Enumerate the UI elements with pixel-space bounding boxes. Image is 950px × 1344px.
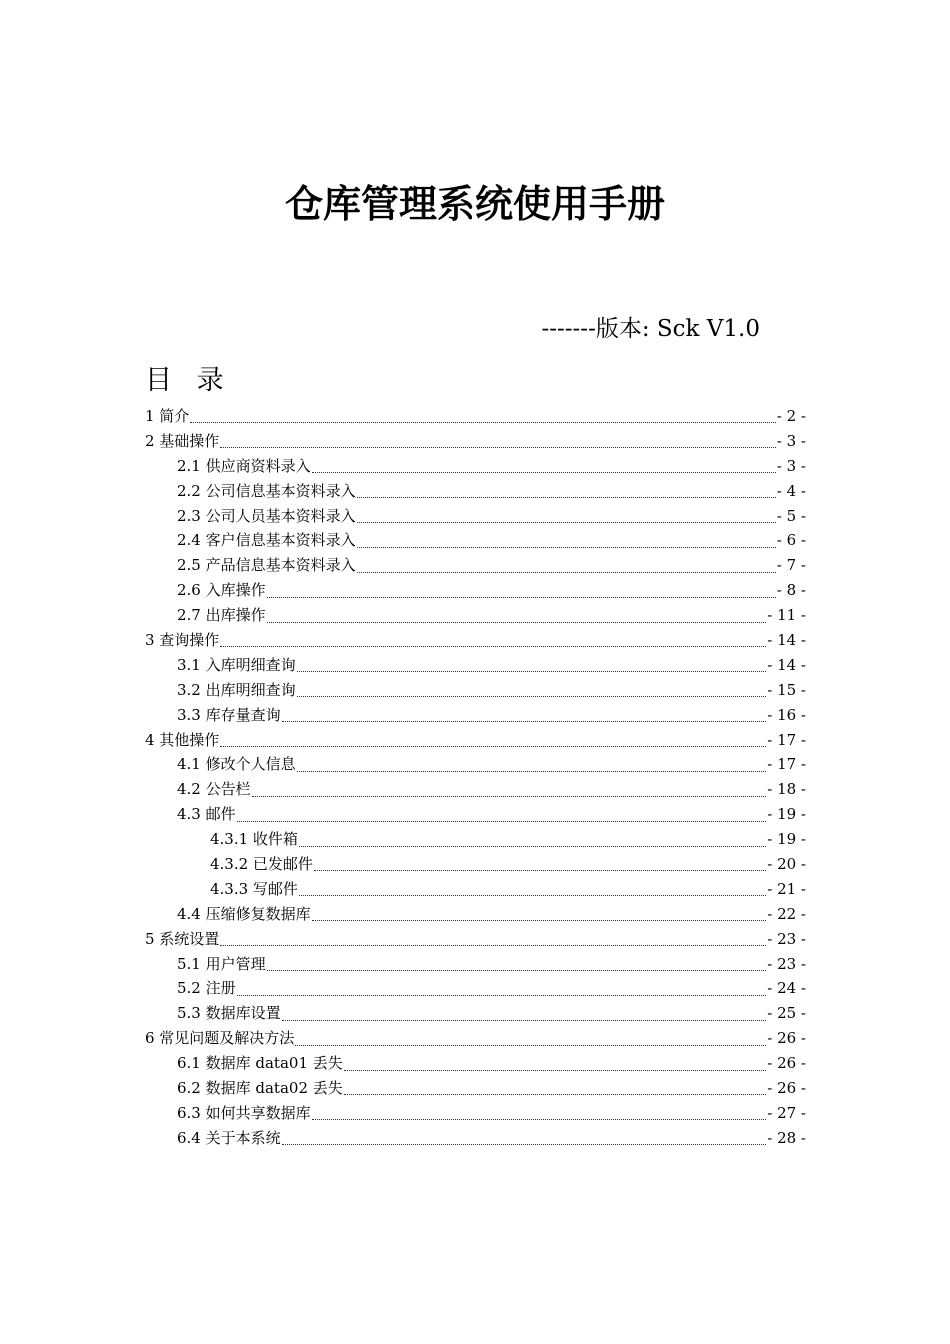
toc-leader-dots bbox=[357, 496, 776, 498]
toc-entry-title: 2.1 供应商资料录入 bbox=[177, 456, 311, 475]
toc-entry-title: 2.4 客户信息基本资料录入 bbox=[177, 531, 356, 550]
toc-leader-dots bbox=[237, 994, 767, 996]
toc-entry-page: - 27 - bbox=[767, 1103, 806, 1122]
toc-entry-page: - 23 - bbox=[767, 929, 806, 948]
toc-entry-title: 4 其他操作 bbox=[145, 730, 220, 749]
toc-leader-dots bbox=[357, 571, 776, 573]
toc-entry[interactable] bbox=[145, 454, 806, 479]
toc-entry-title: 3.3 库存量查询 bbox=[177, 705, 281, 724]
toc-entry-page: - 19 - bbox=[767, 830, 806, 849]
toc-leader-dots bbox=[297, 670, 767, 672]
toc-leader-dots bbox=[220, 645, 766, 647]
toc-entry-title: 5.1 用户管理 bbox=[177, 954, 266, 973]
toc-entry[interactable] bbox=[145, 429, 806, 454]
toc-entry-page: - 24 - bbox=[767, 979, 806, 998]
toc-leader-dots bbox=[267, 596, 776, 598]
toc-entry-title: 2 基础操作 bbox=[145, 431, 220, 450]
toc-entry-title: 5.2 注册 bbox=[177, 979, 236, 998]
toc-leader-dots bbox=[312, 471, 776, 473]
toc-entry-page: - 17 - bbox=[767, 755, 806, 774]
toc-entry[interactable] bbox=[145, 1126, 806, 1151]
toc-leader-dots bbox=[357, 546, 776, 548]
toc-entry-title: 4.3 邮件 bbox=[177, 805, 236, 824]
toc-entry-page: - 26 - bbox=[767, 1029, 806, 1048]
toc-entry[interactable] bbox=[145, 877, 806, 902]
toc-entry[interactable] bbox=[145, 404, 806, 429]
version-label: -------版本: Sck V1.0 bbox=[541, 316, 760, 342]
toc-entry-page: - 25 - bbox=[767, 1004, 806, 1023]
toc-entry-title: 4.1 修改个人信息 bbox=[177, 755, 296, 774]
toc-entry[interactable] bbox=[145, 752, 806, 777]
toc-entry-title: 2.6 入库操作 bbox=[177, 581, 266, 600]
toc-entry-page: - 19 - bbox=[767, 805, 806, 824]
toc-entry[interactable] bbox=[145, 952, 806, 977]
toc-entry[interactable] bbox=[145, 777, 806, 802]
toc-leader-dots bbox=[282, 1019, 767, 1021]
toc-leader-dots bbox=[295, 1044, 766, 1046]
toc-entry-page: - 26 - bbox=[767, 1079, 806, 1098]
toc-entry-title: 2.7 出库操作 bbox=[177, 606, 266, 625]
toc-leader-dots bbox=[220, 446, 775, 448]
toc-entry-page: - 16 - bbox=[767, 705, 806, 724]
toc-entry[interactable] bbox=[145, 827, 806, 852]
toc-entry-title: 2.3 公司人员基本资料录入 bbox=[177, 506, 356, 525]
toc-leader-dots bbox=[344, 1093, 766, 1095]
toc-leader-dots bbox=[237, 820, 767, 822]
toc-entry[interactable] bbox=[145, 578, 806, 603]
toc-entry[interactable] bbox=[145, 603, 806, 628]
toc-entry-page: - 17 - bbox=[767, 730, 806, 749]
toc-entry-page: - 22 - bbox=[767, 904, 806, 923]
toc-entry-page: - 20 - bbox=[767, 855, 806, 874]
toc-entry-page: - 15 - bbox=[767, 680, 806, 699]
toc-entry-title: 5.3 数据库设置 bbox=[177, 1004, 281, 1023]
toc-entry[interactable] bbox=[145, 479, 806, 504]
toc-entry-page: - 26 - bbox=[767, 1054, 806, 1073]
toc-entry[interactable] bbox=[145, 504, 806, 529]
toc-entry-page: - 28 - bbox=[767, 1128, 806, 1147]
toc-leader-dots bbox=[220, 944, 766, 946]
toc-entry-title: 4.3.3 写邮件 bbox=[210, 879, 298, 898]
toc-leader-dots bbox=[220, 745, 766, 747]
toc-entry-page: - 14 - bbox=[767, 655, 806, 674]
toc-entry-title: 6.2 数据库 data02 丢失 bbox=[177, 1079, 343, 1098]
toc-entry-page: - 21 - bbox=[767, 879, 806, 898]
toc-entry[interactable] bbox=[145, 1001, 806, 1026]
toc-entry-page: - 23 - bbox=[767, 954, 806, 973]
toc-entry-title: 6.3 如何共享数据库 bbox=[177, 1103, 311, 1122]
toc-entry[interactable] bbox=[145, 678, 806, 703]
toc-entry[interactable] bbox=[145, 802, 806, 827]
toc-entry[interactable] bbox=[145, 1101, 806, 1126]
toc-entry-page: - 6 - bbox=[776, 531, 806, 550]
toc-leader-dots bbox=[312, 1118, 767, 1120]
toc-leader-dots bbox=[344, 1069, 766, 1071]
toc-entry-page: - 2 - bbox=[776, 407, 806, 425]
toc-entry-title: 4.4 压缩修复数据库 bbox=[177, 904, 311, 923]
toc-entry[interactable] bbox=[145, 528, 806, 553]
toc-entry-page: - 5 - bbox=[776, 506, 806, 525]
toc-leader-dots bbox=[267, 621, 767, 623]
document-title: 仓库管理系统使用手册 bbox=[284, 182, 665, 226]
toc-entry[interactable] bbox=[145, 1076, 806, 1101]
toc-leader-dots bbox=[267, 969, 767, 971]
toc-entry-page: - 11 - bbox=[767, 606, 806, 625]
toc-entry[interactable] bbox=[145, 927, 806, 952]
toc-entry-page: - 3 - bbox=[776, 456, 806, 475]
toc-entry-title: 2.2 公司信息基本资料录入 bbox=[177, 481, 356, 500]
toc-entry[interactable] bbox=[145, 1026, 806, 1051]
toc-entry-page: - 3 - bbox=[776, 431, 806, 450]
toc-entry-page: - 8 - bbox=[776, 581, 806, 600]
toc-entry-page: - 4 - bbox=[776, 481, 806, 500]
toc-heading: 目 录 bbox=[145, 365, 232, 396]
toc-entry-title: 3.1 入库明细查询 bbox=[177, 655, 296, 674]
toc-leader-dots bbox=[357, 521, 776, 523]
toc-entry-title: 6 常见问题及解决方法 bbox=[145, 1029, 295, 1048]
toc-entry-title: 4.3.2 已发邮件 bbox=[210, 855, 313, 874]
toc-entry-title: 4.2 公告栏 bbox=[177, 780, 251, 799]
toc-leader-dots bbox=[297, 770, 767, 772]
table-of-contents bbox=[145, 404, 806, 1151]
toc-entry-title: 2.5 产品信息基本资料录入 bbox=[177, 556, 356, 575]
toc-entry-title: 4.3.1 收件箱 bbox=[210, 830, 298, 849]
toc-entry[interactable] bbox=[145, 703, 806, 728]
toc-leader-dots bbox=[252, 795, 767, 797]
toc-leader-dots bbox=[299, 845, 766, 847]
toc-entry-title: 1 简介 bbox=[145, 407, 190, 425]
toc-leader-dots bbox=[190, 421, 775, 423]
toc-entry-title: 3.2 出库明细查询 bbox=[177, 680, 296, 699]
toc-entry[interactable] bbox=[145, 628, 806, 653]
toc-leader-dots bbox=[282, 1143, 767, 1145]
toc-entry-page: - 14 - bbox=[767, 631, 806, 650]
toc-entry[interactable] bbox=[145, 902, 806, 927]
toc-entry-page: - 7 - bbox=[776, 556, 806, 575]
toc-leader-dots bbox=[312, 919, 767, 921]
toc-entry[interactable] bbox=[145, 553, 806, 578]
toc-entry-title: 5 系统设置 bbox=[145, 929, 220, 948]
toc-leader-dots bbox=[299, 894, 766, 896]
toc-entry-title: 6.1 数据库 data01 丢失 bbox=[177, 1054, 343, 1073]
toc-entry[interactable] bbox=[145, 976, 806, 1001]
toc-entry[interactable] bbox=[145, 852, 806, 877]
toc-leader-dots bbox=[314, 869, 766, 871]
toc-entry-title: 6.4 关于本系统 bbox=[177, 1128, 281, 1147]
toc-entry-title: 3 查询操作 bbox=[145, 631, 220, 650]
toc-entry[interactable] bbox=[145, 728, 806, 753]
toc-entry-page: - 18 - bbox=[767, 780, 806, 799]
toc-leader-dots bbox=[297, 695, 767, 697]
toc-entry[interactable] bbox=[145, 653, 806, 678]
toc-leader-dots bbox=[282, 720, 767, 722]
toc-entry[interactable] bbox=[145, 1051, 806, 1076]
